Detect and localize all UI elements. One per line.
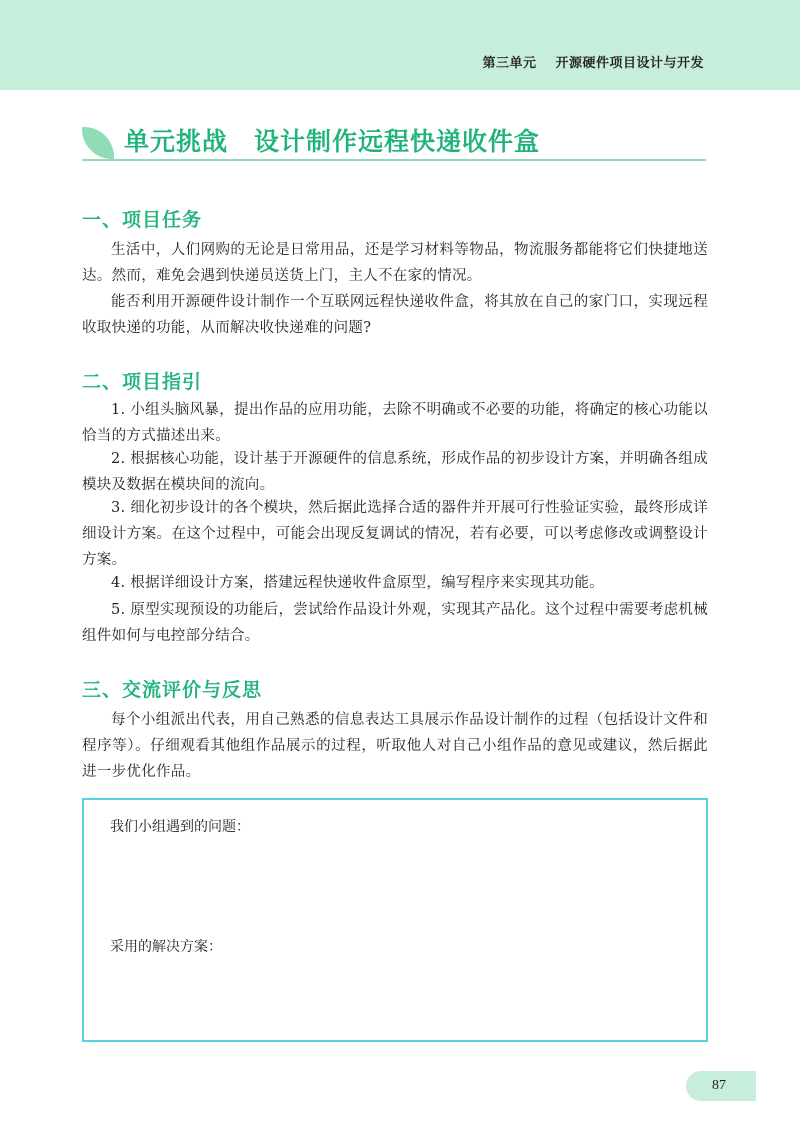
section-heading-guide: 二、项目指引 bbox=[82, 371, 203, 393]
paragraph: 2. 根据核心功能，设计基于开源硬件的信息系统，形成作品的初步设计方案，并明确各组成模块及数据在模块间的流向。 bbox=[82, 451, 708, 493]
page-title-subtitle: 设计制作远程快递收件盒 bbox=[254, 127, 541, 156]
problem-label: 我们小组遇到的问题： bbox=[110, 819, 250, 835]
paragraph: 4. 根据详细设计方案，搭建远程快递收件盒原型，编写程序来实现其功能。 bbox=[111, 575, 604, 591]
running-header bbox=[482, 52, 704, 71]
paragraph: 5. 原型实现预设的功能后，尝试给作品设计外观，实现其产品化。这个过程中需要考虑机械组件如何与电控部分结合。 bbox=[82, 602, 708, 644]
paragraph: 3. 细化初步设计的各个模块，然后据此选择合适的器件并开展可行性验证实验，最终形成详细设计方案。在这个过程中，可能会出现反复调试的情况，若有必要，可以考虑修改或调整设计方案。 bbox=[82, 500, 708, 568]
header-band bbox=[0, 0, 800, 90]
section-heading-task: 一、项目任务 bbox=[82, 209, 203, 231]
header-title: 开源硬件项目设计与开发 bbox=[555, 56, 704, 71]
reflection-box bbox=[82, 798, 708, 1042]
title-divider bbox=[82, 159, 706, 161]
leaf-icon bbox=[82, 127, 114, 159]
page-title bbox=[124, 122, 540, 158]
solution-label: 采用的解决方案： bbox=[110, 939, 222, 955]
page-number: 87 bbox=[712, 1078, 726, 1093]
paragraph: 生活中，人们网购的无论是日常用品，还是学习材料等物品，物流服务都能将它们快捷地送达。然而，难免会遇到快递员送货上门，主人不在家的情况。 bbox=[82, 242, 708, 284]
paragraph: 能否利用开源硬件设计制作一个互联网远程快递收件盒，将其放在自己的家门口，实现远程收取快递的功能，从而解决收快递难的问题? bbox=[82, 294, 708, 336]
paragraph: 1. 小组头脑风暴，提出作品的应用功能，去除不明确或不必要的功能，将确定的核心功能以恰当的方式描述出来。 bbox=[82, 402, 708, 444]
header-unit: 第三单元 bbox=[482, 56, 537, 71]
section-heading-reflection: 三、交流评价与反思 bbox=[82, 679, 263, 701]
page-title-label: 单元挑战 bbox=[124, 127, 229, 156]
paragraph: 每个小组派出代表，用自己熟悉的信息表达工具展示作品设计制作的过程（包括设计文件和程序等）。仔细观看其他组作品展示的过程，听取他人对自己小组作品的意见或建议，然后据此进一步优化作品。 bbox=[82, 712, 708, 780]
